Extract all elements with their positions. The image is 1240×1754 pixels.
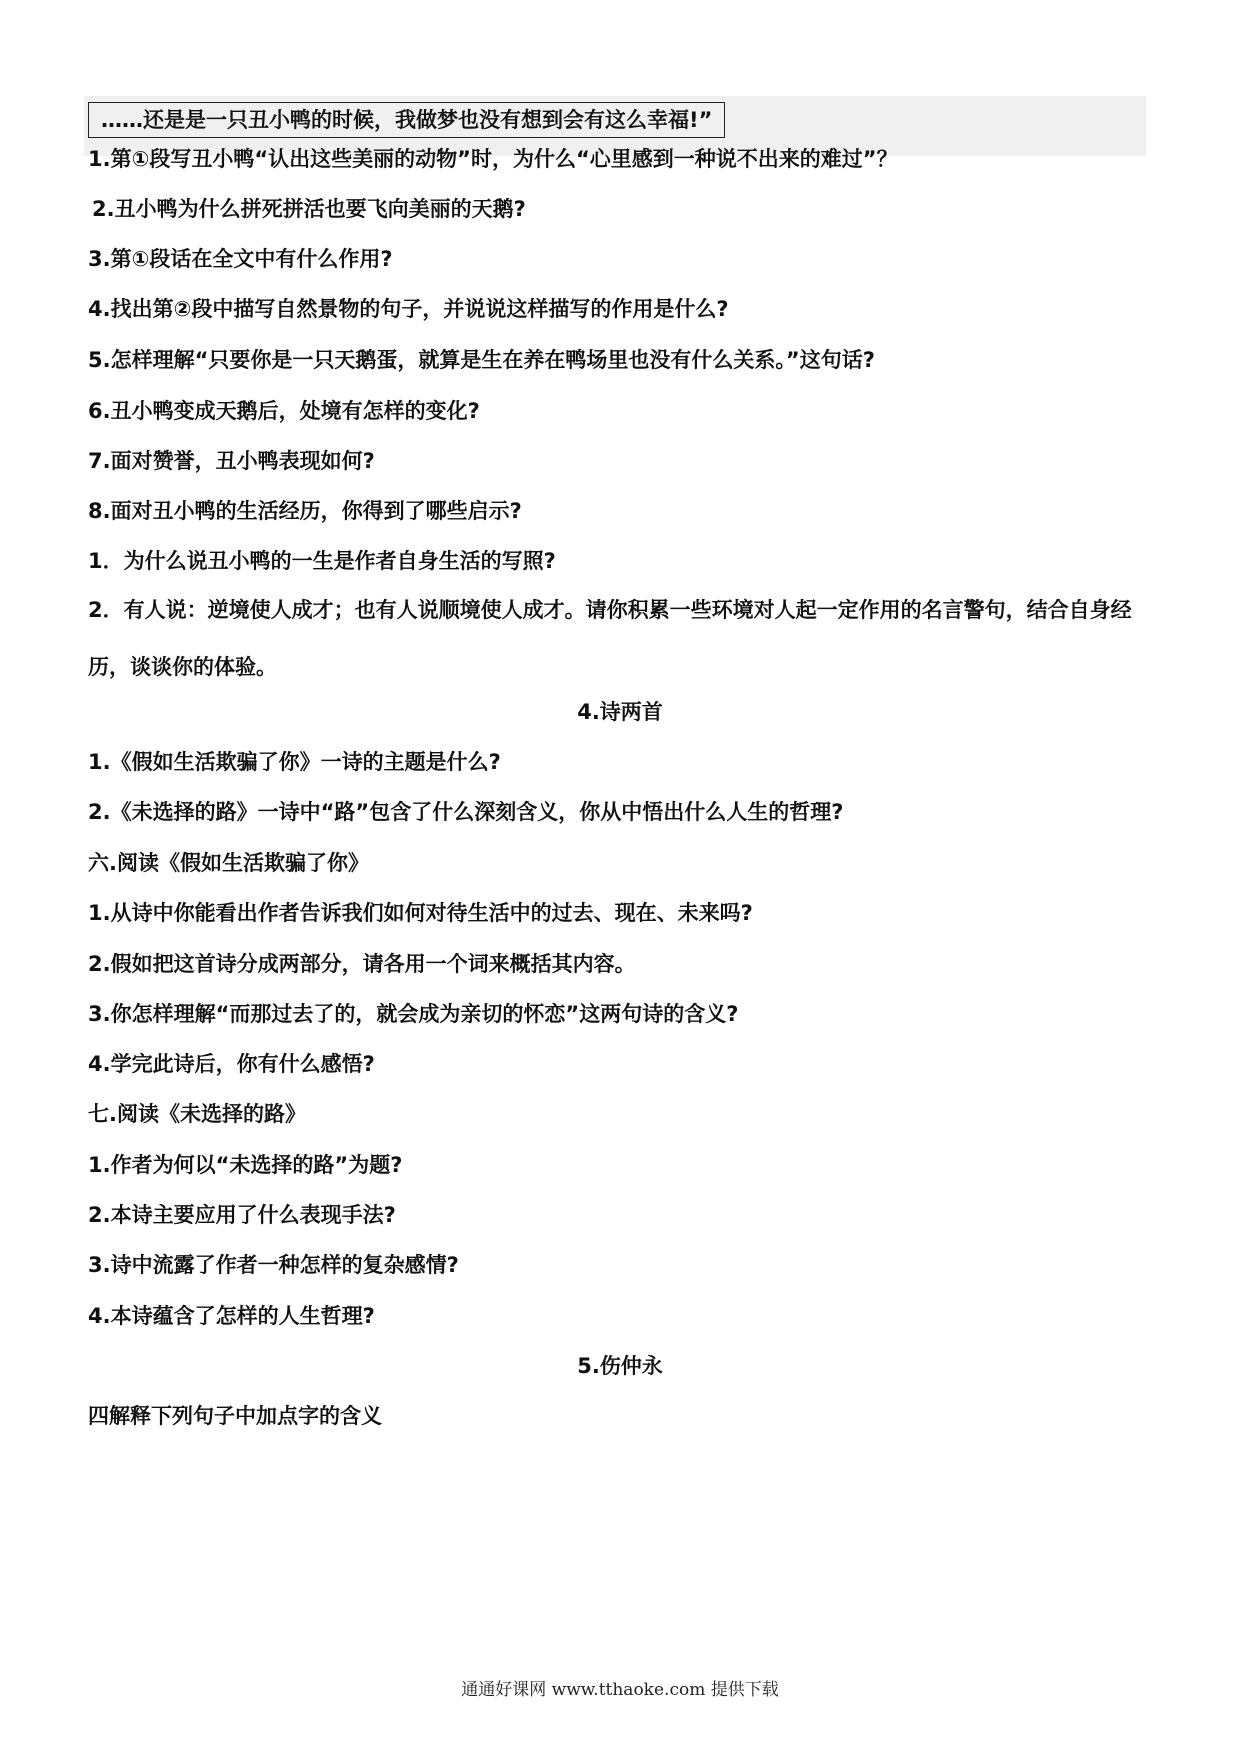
- question-4: 4.找出第②段中描写自然景物的句子，并说说这样描写的作用是什么?: [88, 297, 729, 321]
- heading-poems: 4.诗两首: [577, 700, 663, 724]
- poems-question-2: 2.《未选择的路》一诗中“路”包含了什么深刻含义，你从中悟出什么人生的哲理?: [88, 800, 844, 824]
- section-seven-question-3: 3.诗中流露了作者一种怎样的复杂感情?: [88, 1253, 459, 1277]
- page-footer: 通通好课网 www.tthaoke.com 提供下载: [461, 1680, 779, 1700]
- question-2: 2.丑小鸭为什么拼死拼活也要飞向美丽的天鹅?: [92, 197, 526, 221]
- extension-question-2: 2．有人说：逆境使人成才；也有人说顺境使人成才。请你积累一些环境对人起一定作用的名言警句，结合自身经历，谈谈你的体验。: [88, 598, 1132, 679]
- question-6: 6.丑小鸭变成天鹅后，处境有怎样的变化?: [88, 399, 480, 423]
- section-seven-question-2: 2.本诗主要应用了什么表现手法?: [88, 1203, 396, 1227]
- section-four-title: 四解释下列句子中加点字的含义: [88, 1404, 382, 1428]
- question-3: 3.第①段话在全文中有什么作用?: [88, 247, 393, 271]
- section-seven-question-4: 4.本诗蕴含了怎样的人生哲理?: [88, 1304, 375, 1328]
- section-six-question-2: 2.假如把这首诗分成两部分，请各用一个词来概括其内容。: [88, 952, 636, 976]
- question-7: 7.面对赞誉，丑小鸭表现如何?: [88, 449, 375, 473]
- question-5: 5.怎样理解“只要你是一只天鹅蛋，就算是生在养在鸭场里也没有什么关系。”这句话?: [88, 348, 875, 372]
- section-six-question-4: 4.学完此诗后，你有什么感悟?: [88, 1052, 375, 1076]
- question-8: 8.面对丑小鸭的生活经历，你得到了哪些启示?: [88, 499, 522, 523]
- section-six-question-3: 3.你怎样理解“而那过去了的，就会成为亲切的怀恋”这两句诗的含义?: [88, 1002, 739, 1026]
- quote-box: ……还是是一只丑小鸭的时候，我做梦也没有想到会有这么幸福!”: [88, 102, 725, 138]
- extension-question-1: 1．为什么说丑小鸭的一生是作者自身生活的写照?: [88, 549, 556, 573]
- heading-shangzhongyong: 5.伤仲永: [577, 1354, 663, 1378]
- question-1: 1.第①段写丑小鸭“认出这些美丽的动物”时，为什么“心里感到一种说不出来的难过”？: [88, 147, 898, 171]
- section-seven-question-1: 1.作者为何以“未选择的路”为题?: [88, 1153, 403, 1177]
- section-six-question-1: 1.从诗中你能看出作者告诉我们如何对待生活中的过去、现在、未来吗?: [88, 901, 753, 925]
- section-six-title: 六.阅读《假如生活欺骗了你》: [88, 851, 369, 875]
- poems-question-1: 1.《假如生活欺骗了你》一诗的主题是什么?: [88, 750, 501, 774]
- section-seven-title: 七.阅读《未选择的路》: [88, 1102, 306, 1126]
